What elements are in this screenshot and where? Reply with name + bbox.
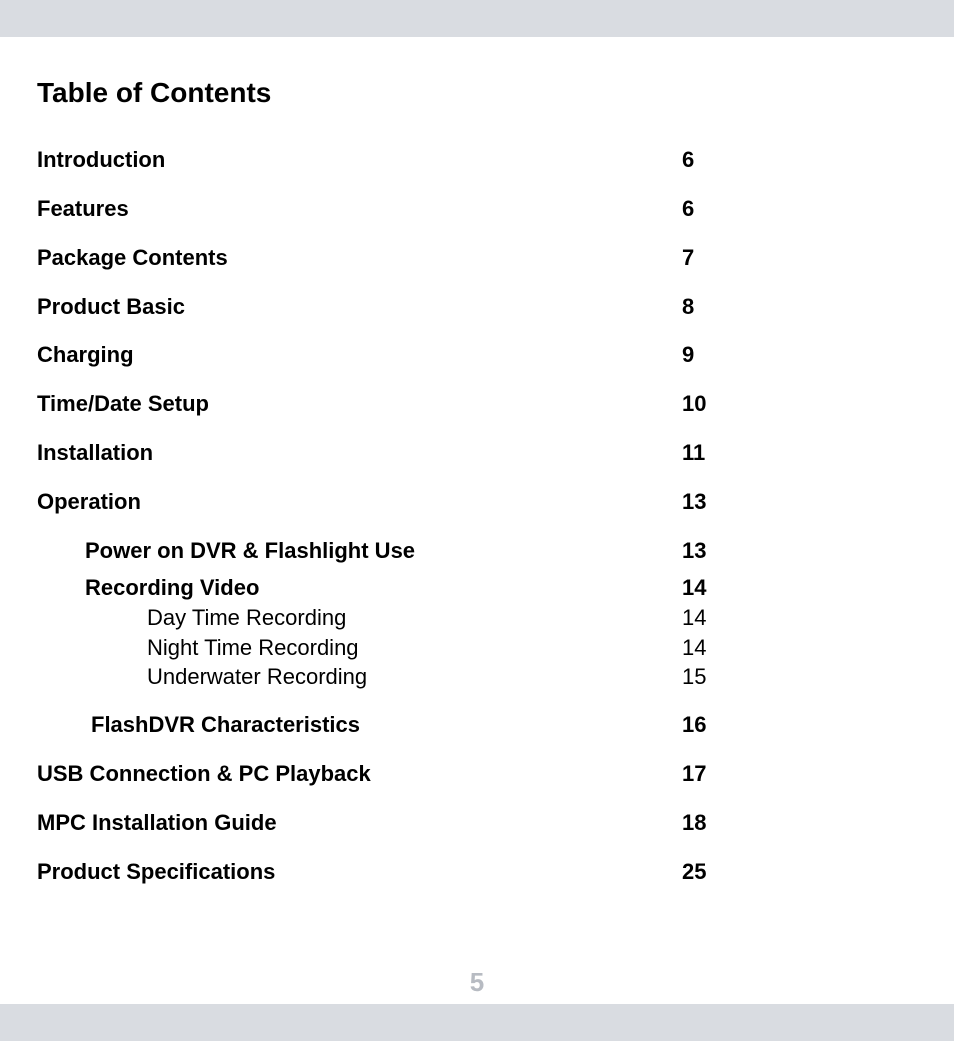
toc-entry-flashdvr-characteristics[interactable]: [0, 710, 954, 740]
toc-entry-label: Installation: [37, 440, 154, 465]
toc-entry-page: 9: [682, 342, 695, 367]
toc-entry-page: 14: [682, 635, 707, 660]
toc-entry-mpc-installation-guide[interactable]: [0, 808, 954, 838]
toc-entry-label: Introduction: [37, 147, 166, 172]
toc-entry-features[interactable]: [0, 194, 954, 224]
toc-entry-label: Product Specifications: [37, 859, 276, 884]
toc-entry-page: 11: [682, 440, 706, 465]
toc-entry-installation[interactable]: [0, 438, 954, 468]
page-number: 5: [469, 967, 485, 997]
toc-entry-label: Night Time Recording: [147, 635, 359, 660]
toc-entry-introduction[interactable]: [0, 145, 954, 175]
toc-entry-day-time-recording[interactable]: [0, 603, 954, 633]
toc-entry-product-specifications[interactable]: [0, 857, 954, 887]
toc-entry-recording-video[interactable]: [0, 573, 954, 603]
toc-entry-page: 14: [682, 575, 707, 600]
toc-entry-page: 25: [682, 859, 707, 884]
toc-entry-package-contents[interactable]: [0, 243, 954, 273]
toc-entry-label: MPC Installation Guide: [37, 810, 277, 835]
toc-entry-label: Day Time Recording: [147, 605, 347, 630]
toc-entry-label: Power on DVR & Flashlight Use: [85, 538, 416, 563]
toc-entry-usb-connection[interactable]: [0, 759, 954, 789]
toc-entry-operation[interactable]: [0, 487, 954, 517]
toc-entry-label: Underwater Recording: [147, 664, 368, 689]
toc-entry-page: 10: [682, 391, 707, 416]
toc-entry-charging[interactable]: [0, 340, 954, 370]
toc-entry-label: FlashDVR Characteristics: [91, 712, 360, 737]
toc-entry-label: Charging: [37, 342, 134, 367]
toc-entry-underwater-recording[interactable]: [0, 662, 954, 692]
toc-entry-page: 8: [682, 294, 695, 319]
toc-entry-page: 14: [682, 605, 707, 630]
toc-entry-page: 17: [682, 761, 707, 786]
toc-entry-product-basic[interactable]: [0, 292, 954, 322]
toc-entry-label: USB Connection & PC Playback: [37, 761, 371, 786]
toc-entry-page: 6: [682, 196, 695, 221]
toc-entry-night-time-recording[interactable]: [0, 633, 954, 663]
toc-entry-label: Recording Video: [85, 575, 260, 600]
toc-entry-page: 7: [682, 245, 695, 270]
toc-entry-page: 13: [682, 538, 707, 563]
bottom-band: [0, 1004, 954, 1041]
toc-entry-page: 13: [682, 489, 707, 514]
toc-entry-page: 16: [682, 712, 707, 737]
toc-entry-label: Features: [37, 196, 129, 221]
toc-entry-label: Time/Date Setup: [37, 391, 209, 416]
toc-entry-label: Operation: [37, 489, 141, 514]
toc-entry-page: 6: [682, 147, 695, 172]
toc-entry-time-date-setup[interactable]: [0, 389, 954, 419]
top-band: [0, 0, 954, 37]
page-title: Table of Contents: [37, 77, 272, 108]
toc-entry-page: 15: [682, 664, 707, 689]
toc-entry-page: 18: [682, 810, 707, 835]
toc-entry-label: Package Contents: [37, 245, 228, 270]
toc-entry-power-on-dvr[interactable]: [0, 536, 954, 566]
toc-entry-label: Product Basic: [37, 294, 185, 319]
